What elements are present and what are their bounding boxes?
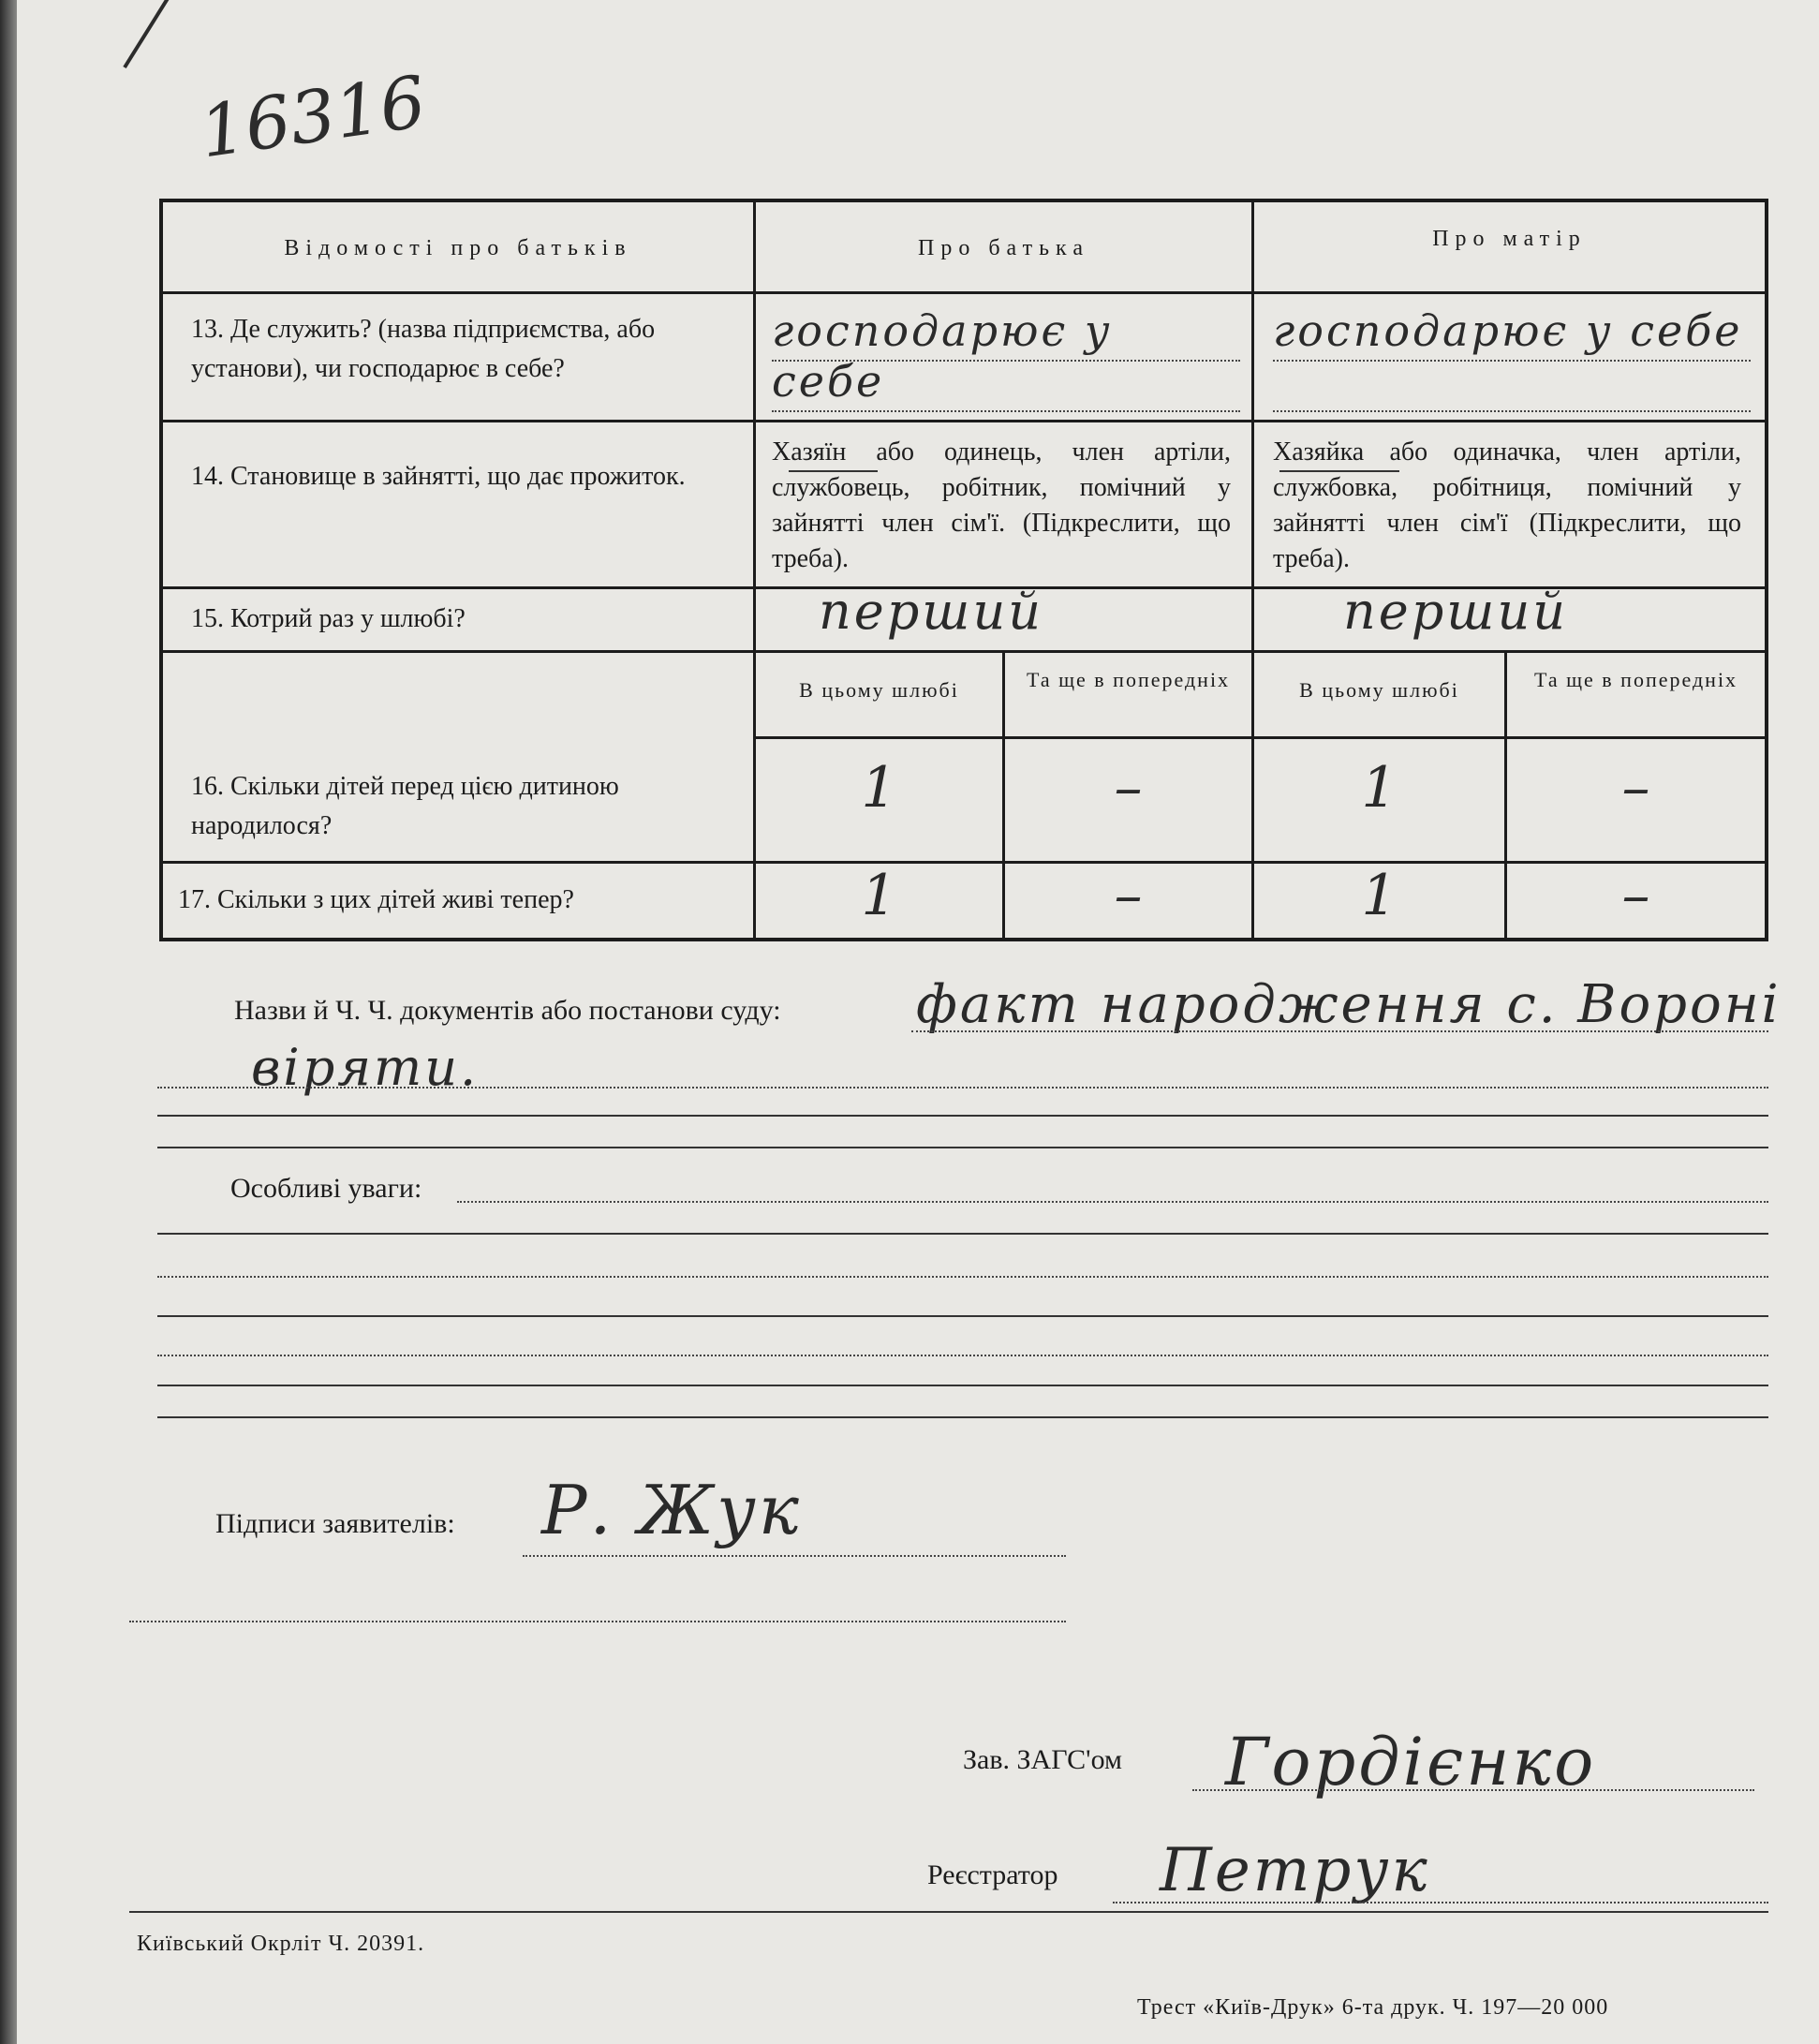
signatures-label: Підписи заявителів: [215, 1508, 455, 1539]
documents-value-line1: факт народження с. Вороні [916, 974, 1782, 1035]
subhead-mother-this-marriage: В цьому шлюбі [1299, 678, 1459, 702]
q14-father-options: Хазяїн або одинець, член артіли, службовець, робітник, помічний у зайнятті член сім'ї. (Підкреслити, що треба). [772, 437, 1231, 573]
q17-mother-this: 1 [1361, 863, 1398, 928]
q16-mother-prev: – [1621, 755, 1650, 821]
applicant-signature: Р. Жук [541, 1471, 802, 1549]
q16-father-this: 1 [861, 755, 897, 821]
subhead-father-this-marriage: В цьому шлюбі [799, 678, 959, 702]
document-page [17, 0, 1819, 2044]
q16-question: 16. Скільки дітей перед цією дитиною народилося? [191, 772, 619, 840]
q17-mother-prev: – [1621, 863, 1650, 928]
q13-mother-answer: господарює у себе [1273, 305, 1743, 356]
documents-value-line2: віряти. [251, 1038, 480, 1097]
documents-label: Назви й Ч. Ч. документів або постанови суду: [234, 995, 781, 1026]
header-mother: Про матір [1432, 227, 1587, 251]
q15-question: 15. Котрий раз у шлюбі? [191, 604, 466, 633]
q14-father-underline [789, 470, 878, 472]
q14-mother-options: Хазяйка або одиначка, член артіли, службовка, робітниця, помічний у зайнятті член сім'ї (Підкреслити, що треба). [1273, 437, 1741, 573]
q14-question: 14. Становище в зайнятті, що дає прожиток. [191, 462, 686, 491]
q17-father-this: 1 [861, 863, 897, 928]
q16-father-prev: – [1114, 755, 1143, 821]
q15-mother-answer: перший [1343, 582, 1569, 641]
header-father: Про батька [918, 236, 1089, 260]
registrar-signature: Петрук [1160, 1836, 1430, 1905]
q17-father-prev: – [1114, 863, 1143, 928]
q17-question: 17. Скільки з цих дітей живі тепер? [178, 885, 574, 914]
head-zags-signature: Гордієнко [1225, 1724, 1597, 1800]
q13-father-answer: господарює у себе [772, 305, 1113, 407]
archive-number: 16316 [194, 59, 431, 174]
parents-info-table [159, 199, 1768, 941]
subhead-mother-previous: Та ще в попередніх [1533, 668, 1738, 691]
header-parents-info: Відомості про батьків [284, 236, 632, 260]
registrar-label: Реєстратор [927, 1859, 1058, 1890]
subhead-father-previous: Та ще в попередніх [1026, 668, 1231, 691]
footer-right-imprint: Трест «Київ-Друк» 6-та друк. Ч. 197—20 000 [1137, 1995, 1609, 2020]
head-zags-label: Зав. ЗАГС'ом [963, 1744, 1122, 1775]
remarks-label: Особливі уваги: [230, 1173, 422, 1204]
q14-mother-underline [1279, 470, 1399, 472]
archive-slash-mark [123, 0, 181, 68]
q15-father-answer: перший [819, 582, 1044, 641]
footer-left-imprint: Київський Окрліт Ч. 20391. [137, 1932, 425, 1956]
q13-question: 13. Де служить? (назва підприємства, або установи), чи господарює в себе? [191, 315, 656, 383]
q16-mother-this: 1 [1361, 755, 1398, 821]
